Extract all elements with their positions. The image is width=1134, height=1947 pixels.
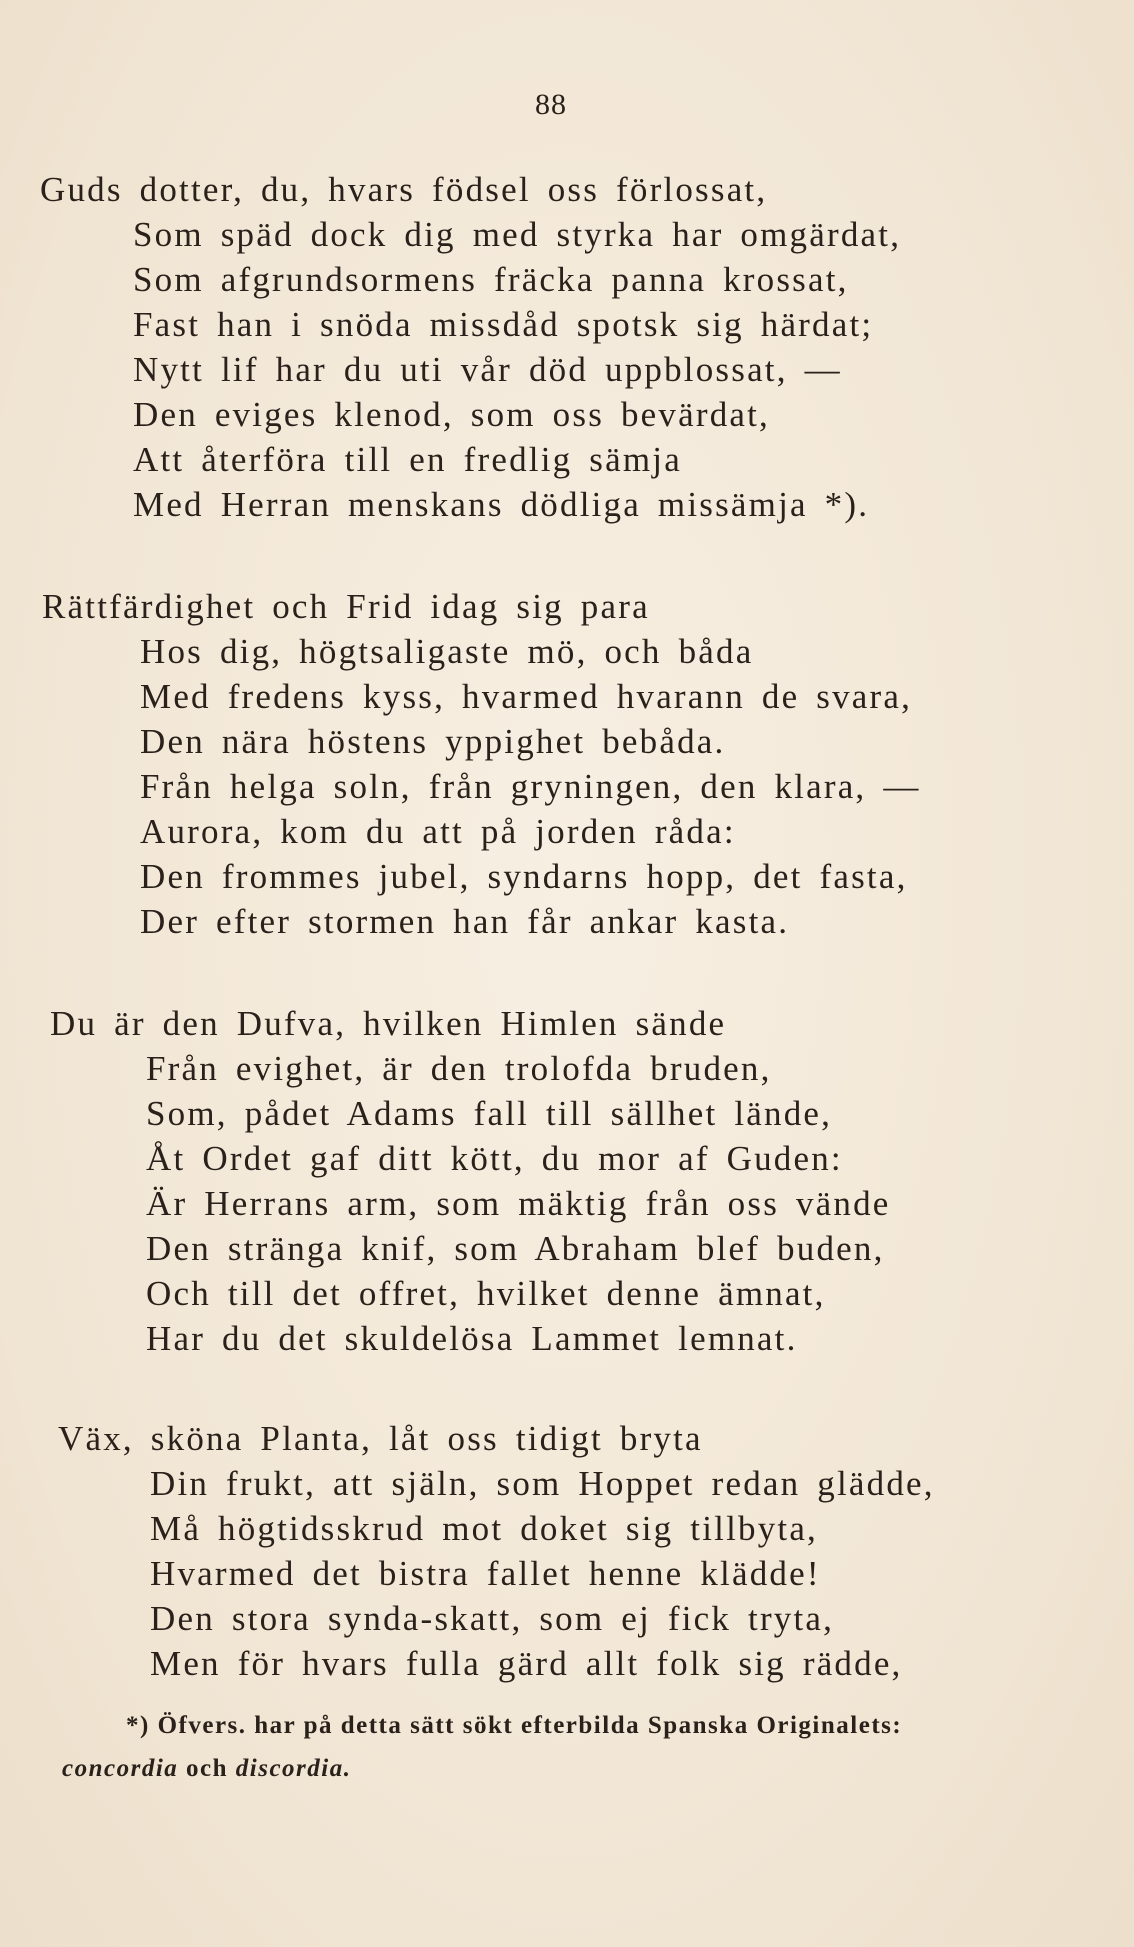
verse-line: Åt Ordet gaf ditt kött, du mor af Guden: [146, 1139, 843, 1178]
footnote-term-discordia: discordia. [235, 1755, 352, 1782]
verse-line: Der efter stormen han får ankar kasta. [140, 902, 790, 941]
verse-line: Väx, sköna Planta, låt oss tidigt bryta [58, 1419, 703, 1458]
verse-line: Den stränga knif, som Abraham blef buden, [146, 1229, 885, 1268]
verse-line: Att återföra till en fredlig sämja [133, 440, 682, 479]
footnote-term-concordia: concordia [62, 1755, 179, 1782]
verse-line: Din frukt, att själn, som Hoppet redan glädde, [150, 1464, 935, 1503]
verse-line: Som, pådet Adams fall till sällhet lände, [146, 1094, 833, 1133]
verse-line: Är Herrans arm, som mäktig från oss vände [146, 1184, 891, 1223]
verse-line: Aurora, kom du att på jorden råda: [140, 812, 736, 851]
footnote-line-1: *) Öfvers. har på detta sätt sökt efterbilda Spanska Originalets: [126, 1712, 903, 1739]
verse-line: Med Herran menskans dödliga missämja *). [133, 485, 870, 524]
verse-line: Med fredens kyss, hvarmed hvarann de svara, [140, 677, 913, 716]
verse-line: Den eviges klenod, som oss bevärdat, [133, 395, 771, 434]
verse-line: Du är den Dufva, hvilken Himlen sände [50, 1004, 727, 1043]
verse-line: Har du det skuldelösa Lammet lemnat. [146, 1319, 798, 1358]
verse-line: Guds dotter, du, hvars födsel oss förlossat, [40, 170, 768, 209]
verse-line: Som späd dock dig med styrka har omgärdat, [133, 215, 902, 254]
verse-line: Fast han i snöda missdåd spotsk sig härdat; [133, 305, 874, 344]
verse-line: Från evighet, är den trolofda bruden, [146, 1049, 772, 1088]
verse-line: Den stora synda-skatt, som ej fick tryta, [150, 1599, 835, 1638]
verse-line: Som afgrundsormens fräcka panna krossat, [133, 260, 849, 299]
verse-line: Nytt lif har du uti vår död uppblossat, — [133, 350, 842, 389]
verse-line: Och till det offret, hvilket denne ämnat, [146, 1274, 826, 1313]
verse-line: Må högtidsskrud mot doket sig tillbyta, [150, 1509, 819, 1548]
verse-line: Den nära höstens yppighet bebåda. [140, 722, 726, 761]
verse-line: Från helga soln, från gryningen, den klara, — [140, 767, 921, 806]
verse-line: Men för hvars fulla gärd allt folk sig rädde, [150, 1644, 903, 1683]
verse-line: Rättfärdighet och Frid idag sig para [42, 587, 650, 626]
verse-line: Den frommes jubel, syndarns hopp, det fasta, [140, 857, 908, 896]
page-number: 88 [535, 88, 567, 121]
verse-line: Hos dig, högtsaligaste mö, och båda [140, 632, 754, 671]
footnote-line-2 [62, 1755, 351, 1783]
verse-line: Hvarmed det bistra fallet henne klädde! [150, 1554, 821, 1593]
footnote-conjunction: och [178, 1755, 236, 1782]
